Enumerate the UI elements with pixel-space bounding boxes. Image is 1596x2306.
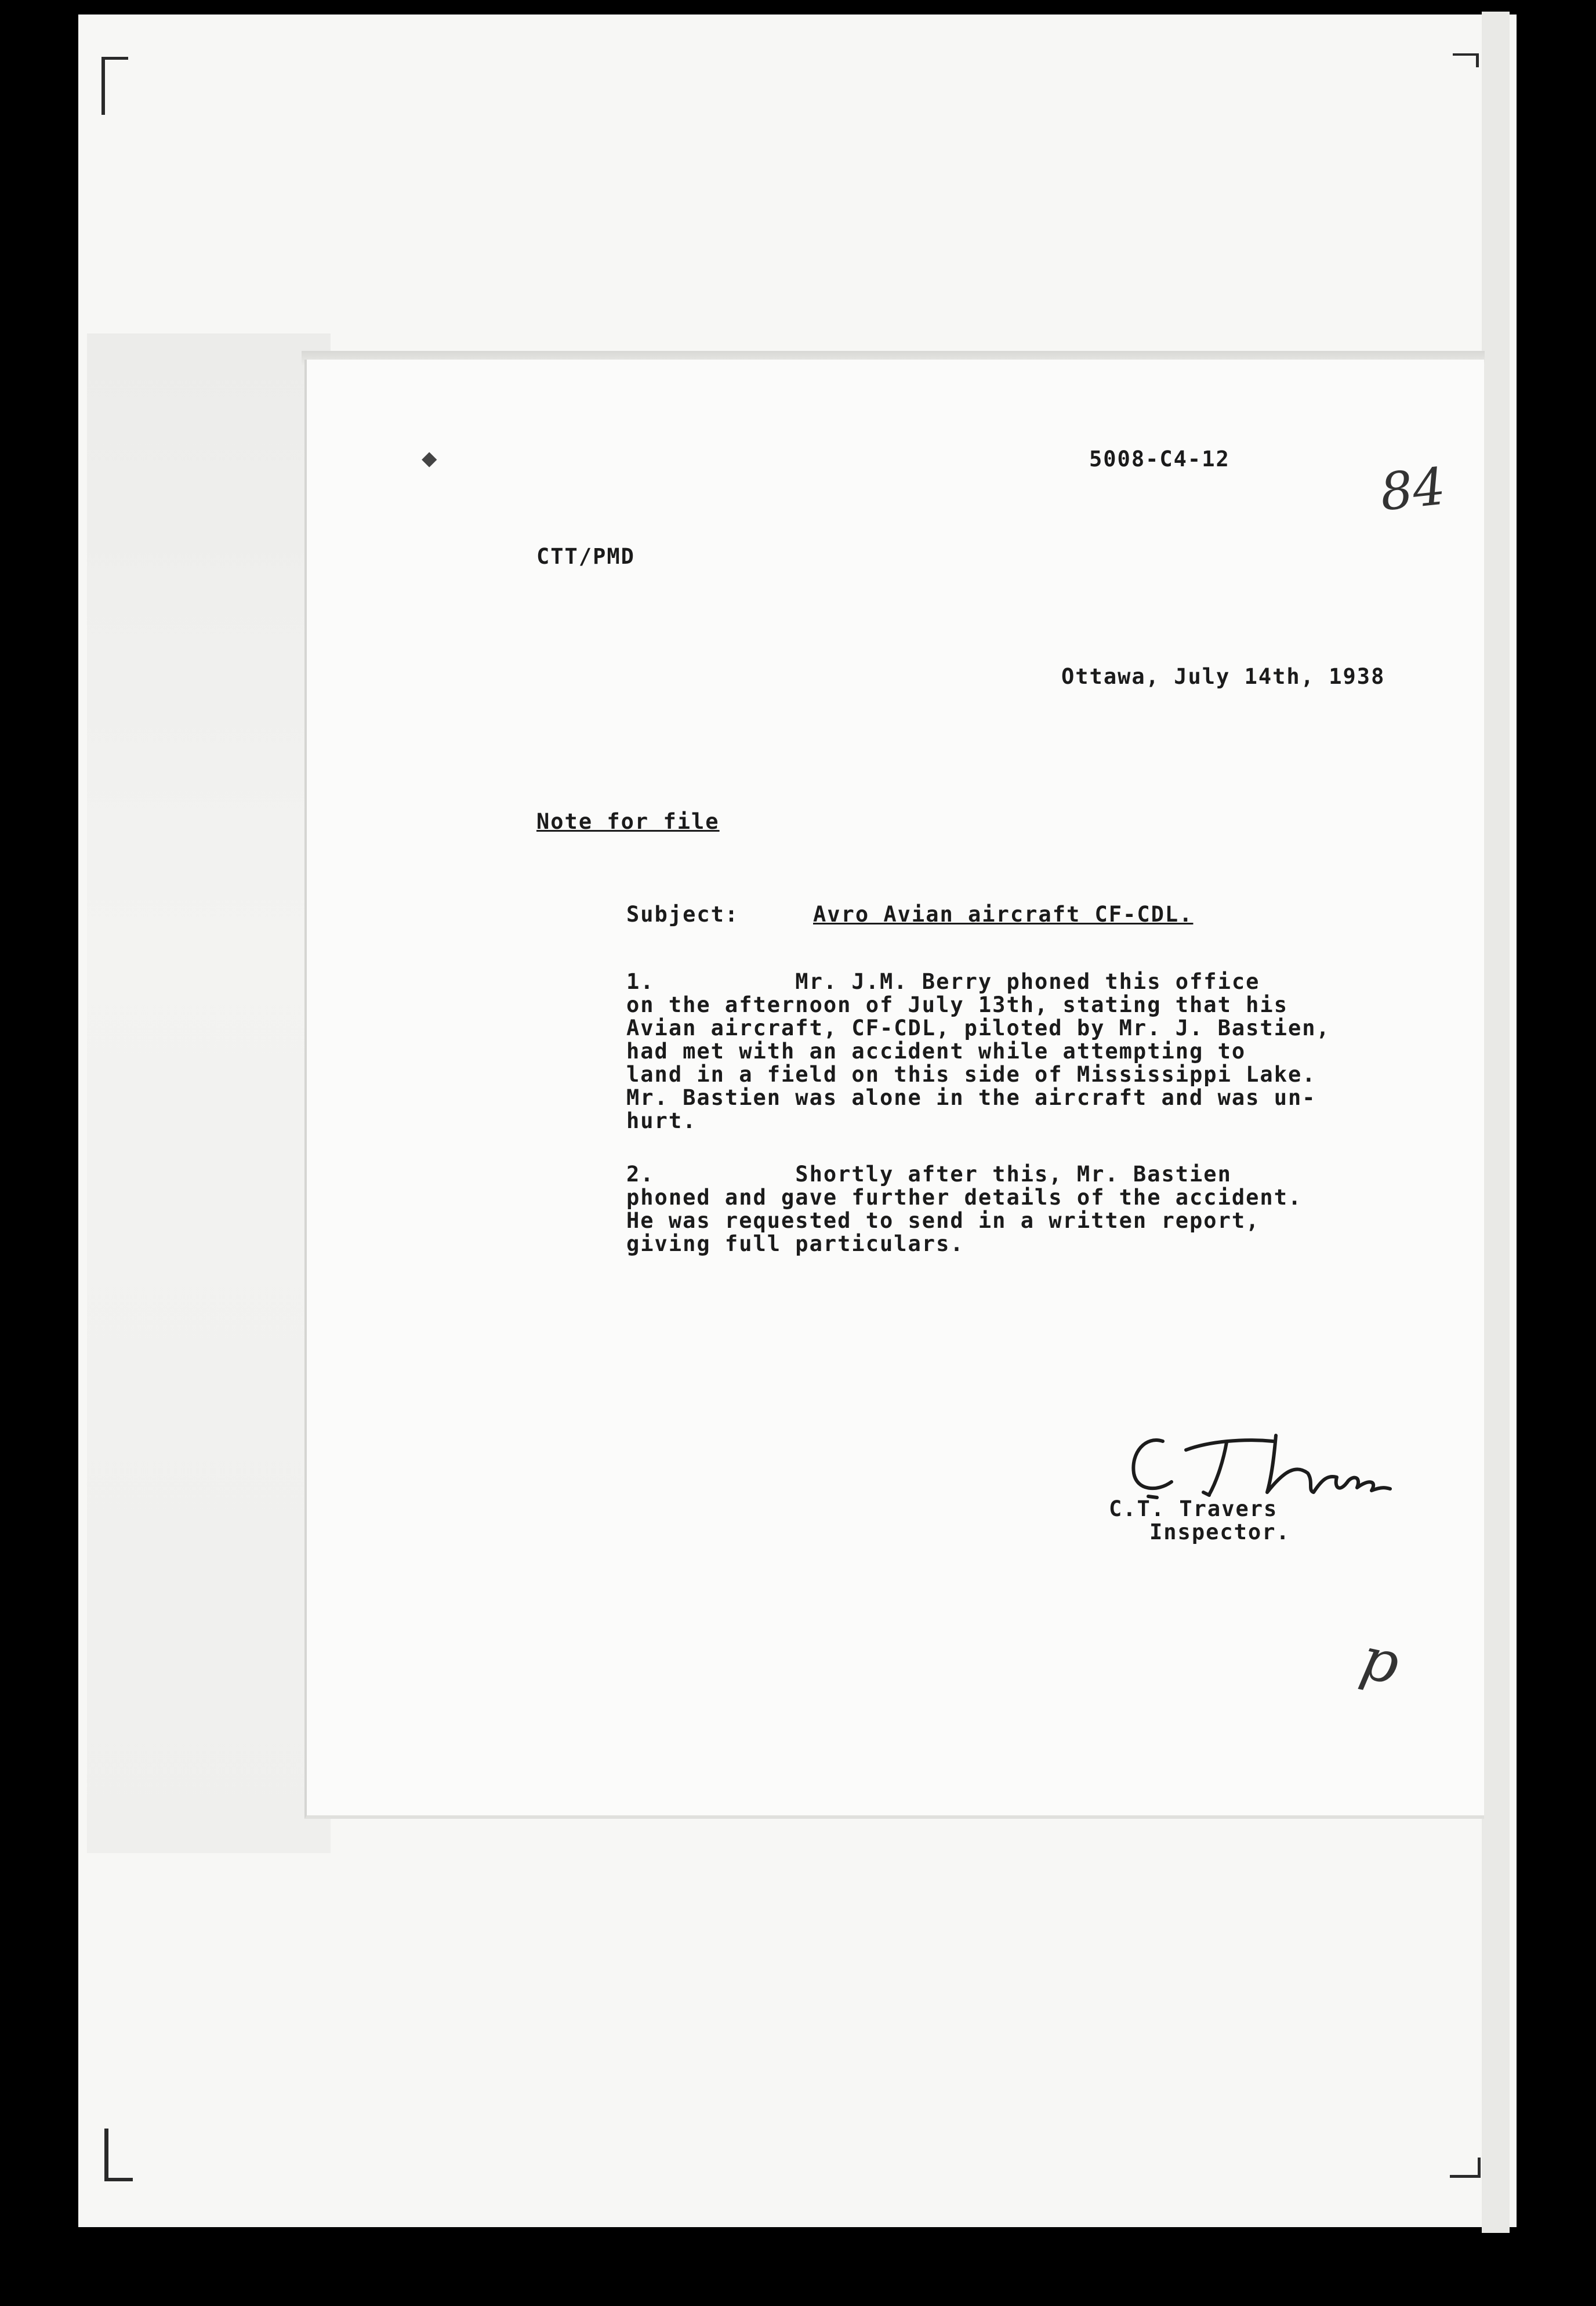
paragraph-line: had met with an accident while attempting to xyxy=(626,1039,1246,1064)
paragraph-line: 2. Shortly after this, Mr. Bastien xyxy=(626,1162,1232,1187)
paragraph-1 xyxy=(626,970,1409,1133)
punch-hole-icon: ◆ xyxy=(422,443,437,473)
crop-mark-top-left xyxy=(101,57,128,115)
paragraph-line: He was requested to send in a written report, xyxy=(626,1208,1260,1233)
paragraph-line: phoned and gave further details of the accident. xyxy=(626,1185,1303,1210)
signatory-title: Inspector. xyxy=(1149,1520,1290,1544)
paragraph-line: hurt. xyxy=(626,1108,697,1133)
author-initials: CTT/PMD xyxy=(536,544,635,569)
handwritten-folio-number: 84 xyxy=(1377,456,1449,523)
handwritten-signature xyxy=(1122,1424,1395,1505)
crop-mark-top-right xyxy=(1453,53,1479,67)
paragraph-2 xyxy=(626,1163,1409,1256)
subject-label: Subject: xyxy=(626,902,739,927)
subject-value: Avro Avian aircraft CF-CDL. xyxy=(813,902,1194,927)
signatory-name: C.T. Travers xyxy=(1109,1496,1278,1521)
paragraph-line: on the afternoon of July 13th, stating that his xyxy=(626,992,1288,1017)
crop-mark-bottom-right xyxy=(1450,2158,1481,2178)
paragraph-line: Avian aircraft, CF-CDL, piloted by Mr. J. Bastien, xyxy=(626,1016,1330,1040)
date-line: Ottawa, July 14th, 1938 xyxy=(1061,664,1385,689)
crop-mark-bottom-left xyxy=(104,2129,133,2181)
handwritten-margin-mark: p xyxy=(1355,1623,1406,1698)
paragraph-line: land in a field on this side of Mississippi Lake. xyxy=(626,1062,1316,1087)
memo-heading: Note for file xyxy=(536,809,720,834)
film-edge-strip xyxy=(1482,12,1510,2233)
paragraph-line: Mr. Bastien was alone in the aircraft and was un- xyxy=(626,1085,1316,1110)
underlying-page-edge xyxy=(87,333,331,1853)
reference-number: 5008-C4-12 xyxy=(1089,447,1230,472)
paragraph-line: giving full particulars. xyxy=(626,1231,964,1256)
paragraph-line: 1. Mr. J.M. Berry phoned this office xyxy=(626,969,1260,994)
